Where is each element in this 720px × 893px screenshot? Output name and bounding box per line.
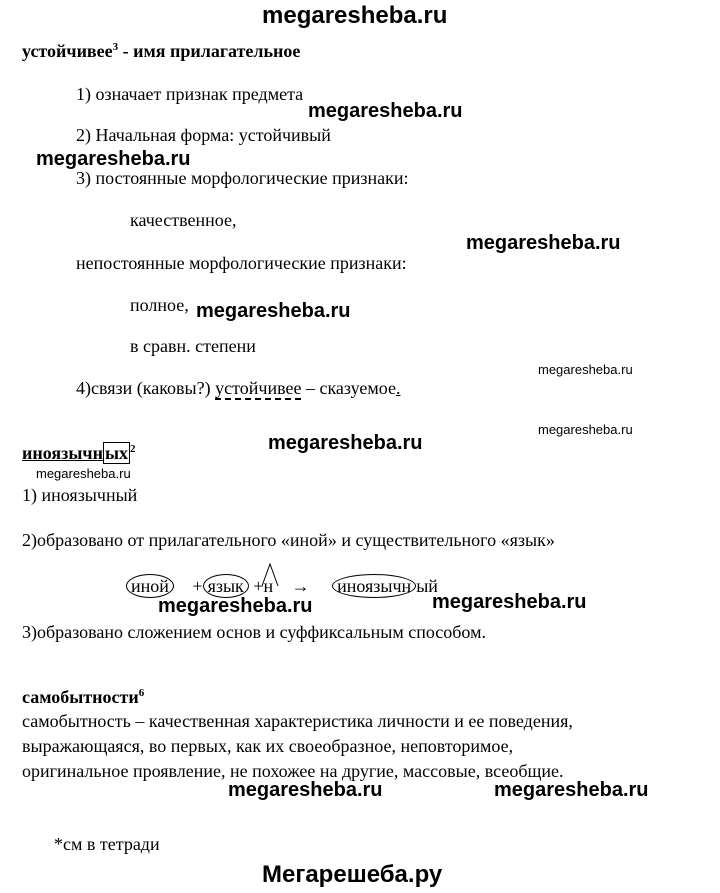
section1-line6: полное,: [130, 295, 189, 315]
section1-line5: непостоянные морфологические признаки:: [76, 253, 407, 273]
suffix-caret-icon: [261, 563, 279, 587]
section1-title: [22, 40, 300, 62]
watermark: megaresheba.ru: [308, 100, 463, 122]
watermark: megaresheba.ru: [196, 300, 351, 322]
stem-oval: иноязычн: [332, 574, 416, 598]
watermark-bottom: Мегарешеба.ру: [262, 861, 443, 888]
section3-title: [22, 686, 144, 708]
section1-word-sup: 3: [112, 41, 119, 53]
section3-word-sup: 6: [138, 687, 145, 699]
watermark: megaresheba.ru: [268, 432, 423, 454]
section1-line8: [76, 377, 401, 399]
watermark-top: megaresheba.ru: [262, 2, 448, 29]
section3-line2: выражающаяся, во первых, как их своеобразное, неповторимое,: [22, 736, 514, 756]
section1-line8-prefix: 4)связи (каковы?): [76, 378, 216, 398]
section2-line1: 1) иноязычный: [22, 485, 138, 505]
watermark: megaresheba.ru: [432, 591, 587, 613]
predicate-underline: устойчивее: [215, 378, 302, 398]
watermark: megaresheba.ru: [158, 595, 313, 617]
ending-box: ых: [104, 443, 129, 463]
watermark-small: megaresheba.ru: [36, 466, 131, 481]
section2-word-stem: иноязычн: [22, 443, 103, 463]
section2-line3: 3)образовано сложением основ и суффиксальным способом.: [22, 622, 486, 642]
section1-line3: 3) постоянные морфологические признаки:: [76, 168, 409, 188]
watermark-small: megaresheba.ru: [538, 422, 633, 437]
scheme-result-end: ый: [416, 576, 438, 596]
root-oval-2: язык: [203, 574, 249, 598]
section1-title-rest: - имя прилагательное: [118, 41, 301, 61]
section1-line8-suffix: – сказуемое: [301, 378, 396, 398]
suffix-letter: н: [263, 576, 274, 596]
section3-word: самобытности: [22, 687, 139, 707]
section3-line1: самобытность – качественная характеристика личности и ее поведения,: [22, 711, 573, 731]
watermark: megaresheba.ru: [494, 779, 649, 801]
scheme-plus-2: +: [253, 576, 264, 596]
section1-line2: 2) Начальная форма: устойчивый: [76, 125, 331, 145]
watermark: megaresheba.ru: [466, 232, 621, 254]
section1-line1: 1) означает признак предмета: [76, 84, 304, 104]
section1-line4: качественное,: [130, 210, 237, 230]
watermark: megaresheba.ru: [36, 148, 191, 170]
section2-word-sup: 2: [130, 443, 136, 455]
scheme-plus-1: +: [192, 576, 203, 596]
section3-line3: оригинальное проявление, не похожее на другие, массовые, всеобщие.: [22, 761, 564, 781]
root-oval-1: иной: [126, 574, 174, 598]
section1-word: устойчивее: [22, 41, 113, 61]
scheme-arrow-icon: →: [291, 576, 310, 596]
footnote: *см в тетради: [54, 834, 160, 854]
section1-line7: в сравн. степени: [130, 336, 256, 356]
section2-line2: 2)образовано от прилагательного «иной» и существительного «язык»: [22, 530, 555, 550]
section2-title: [22, 442, 136, 464]
watermark: megaresheba.ru: [228, 779, 383, 801]
watermark-small: megaresheba.ru: [538, 362, 633, 377]
section1-line8-end: .: [396, 378, 401, 398]
